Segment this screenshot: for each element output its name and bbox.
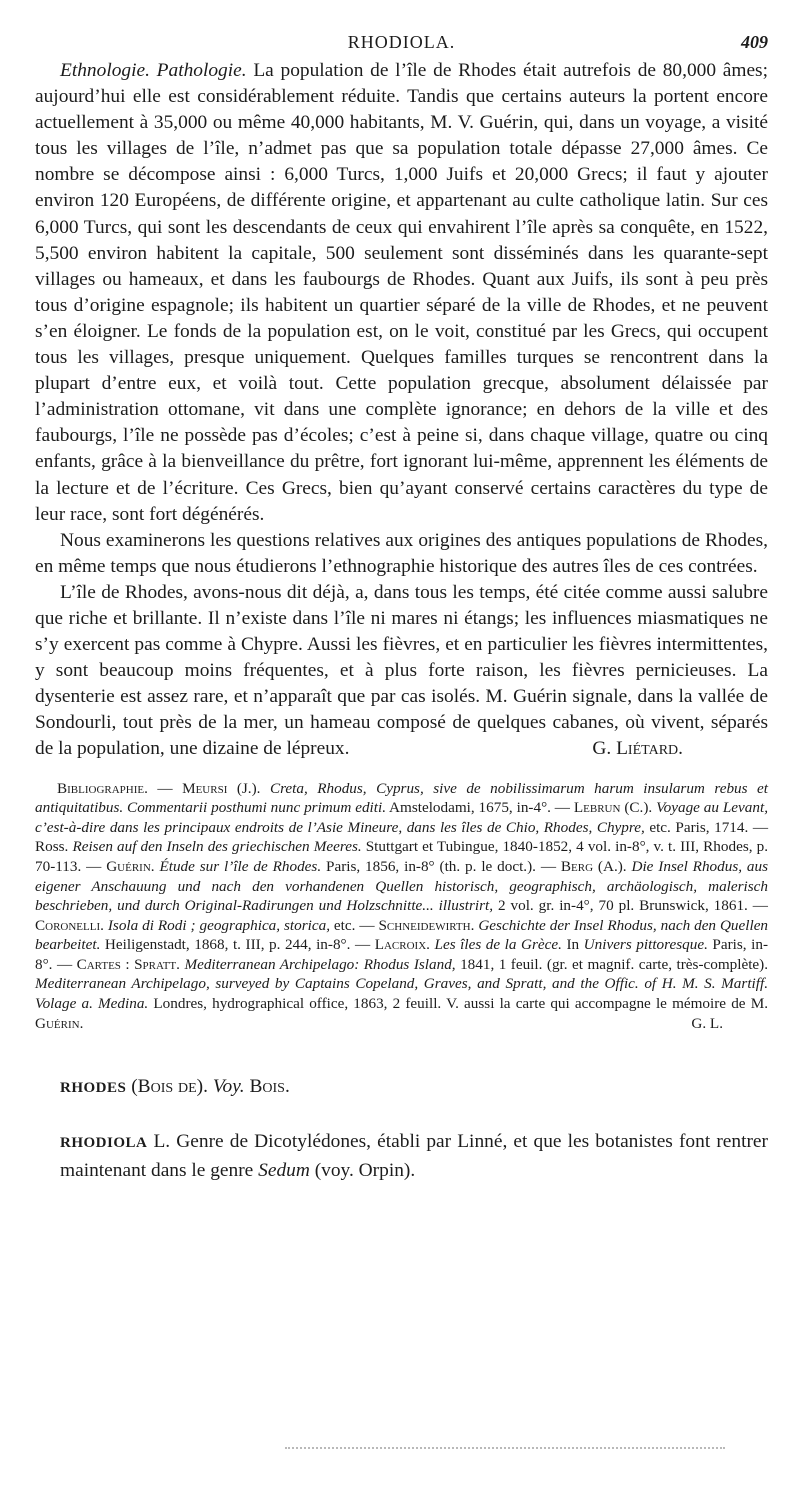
cross-reference-target: Bois. <box>244 1076 290 1098</box>
bib-text: (A.). <box>593 857 632 875</box>
bib-text: Londres, hydrographical office, 1863, 2 feuill. V. aussi la carte qui accompagne le mémoire de M. <box>148 995 768 1013</box>
cross-reference: (voy. Orpin). <box>309 1160 416 1182</box>
section-heading: Ethnologie. Pathologie. <box>60 60 247 81</box>
running-title: RHODIOLA. <box>347 32 456 52</box>
bib-title: Isola di Rodi ; geographica, storica, <box>107 916 330 934</box>
bibliography-signature: G. L. <box>691 1014 723 1032</box>
bib-author: Lebrun <box>573 799 621 817</box>
bib-author: Lacroix <box>374 936 427 954</box>
author-signature: G. Liétard. <box>592 738 683 760</box>
bib-author: Guérin <box>106 857 151 875</box>
bib-author: Cartes : Spratt <box>76 955 177 973</box>
bib-title: Geschichte der Insel Rhodus, nach den Quellen bearbeitet. <box>35 916 769 954</box>
ethnology-paragraph-3 <box>35 580 768 763</box>
bib-text: Paris, 1856, in-8° (th. p. le doct.). — <box>321 857 561 875</box>
entry-text: L. Genre de Dicotylédones, établi par Linné, et que les botanistes font rentrer maintenant dans le genre <box>60 1131 768 1182</box>
ethnology-paragraph-2: Nous examinerons les questions relatives aux origines des antiques populations de Rhodes, en même temps que nous étudierons l’ethnographie historique des autres îles de ces contrées. <box>35 529 768 577</box>
bib-text: Stuttgart et Tubingue, 1840-1852, 4 vol. in-8°, v. t. III, Rhodes, p. 70-113. — <box>35 838 769 875</box>
bib-title: Voyage au Levant, c’est-à-dire dans les principaux endroits de l’Asie Mineure, dans les îles de Chio, Rhodes, Chypre, <box>35 799 768 836</box>
bleed-through-line <box>285 1447 725 1451</box>
paragraph-text: La population de l’île de Rhodes était autrefois de 80,000 âmes; aujourd’hui elle est considérablement réduite. Tandis que certains auteurs la portent encore actuellement à 35,000 ou même 40,000 habitants, M. V. Guérin, qui, dans un voyage, a visité tous les villages de l’île, n’admet pas que sa population totale dépasse 27,000 âmes. Ce nombre se décompose ainsi : 6,000 Turcs, 1,000 Juifs et 20,000 Grecs; il faut y ajouter environ 120 Européens, de différente origine, et appartenant au culte catholique latin. Sur ces 6,000 Turcs, qui sont les descendants de ceux qui envahirent l’île après sa conquête, en 1522, 5,500 environ habitent la capitale, 500 seulement sont disséminés dans les quarante-sept villages ou hameaux, et dans les faubourgs de Rhodes. Quant aux Juifs, ils sont à peu près tous d’origine espagnole; ils habitent un quartier séparé de la ville de Rhodes, et ne peuvent s’en éloigner. Le fonds de la population est, on le voit, constitué par les Grecs, qui occupent tous les villages, presque uniquement. Quelques familles turques se rencontrent dans la plupart d’entre eux, et voilà tout. Cette population grecque, absolument délaissée par l’administration ottomane, vit dans une complète ignorance; en dehors de la ville et des faubourgs, l’île ne possède pas d’écoles; c’est à peine si, dans chaque village, quatre ou cinq enfants, grâce à la bienveillance du prêtre, fort ignorant lui-même, apprennent les éléments de la lecture et de l’écriture. Ces Grecs, bien qu’ayant conservé certains caractères du type de leur race, sont fort dégénérés. <box>35 60 768 525</box>
bib-text: etc. — <box>330 916 379 934</box>
bib-text: . <box>100 916 108 934</box>
bib-text: Paris, in-8°. — <box>35 936 769 973</box>
bib-text: 2 vol. gr. in-4°, 70 pl. Brunswick, 1861. — <box>493 897 768 915</box>
bib-title: Die Insel Rhodus, aus eigener Anschauung und nach den vorhandenen Quellen historisch, geographisch, archäologisch, malerisch beschrieben, und durch Original-Radirungen und Holzschnitte... illustrirt, <box>35 857 769 915</box>
bibliography-label: Bibliographie. <box>57 779 148 797</box>
bib-title: Mediterranean Archipelago: Rhodus Island, <box>184 955 456 973</box>
bib-text: . <box>470 916 479 934</box>
headword: RHODIOLA <box>60 1135 148 1152</box>
bibliography <box>35 779 768 1034</box>
bib-title: Creta, Rhodus, Cyprus, sive de nobilissimarum harum insularum rebus et antiquitatibus. Commentarii posthumi nunc primum editi. <box>35 779 768 817</box>
entry-rhodes <box>35 1073 768 1102</box>
bib-title: Reisen auf den Inseln des griechischen Meeres. <box>72 838 362 856</box>
bib-title: Mediterranean Archipelago, surveyed by Captains Copeland, Graves, and Spratt, and the Offic. of H. M. S. Martiff. Volage a. Medina. <box>35 975 768 1013</box>
bib-author: Coronelli <box>35 916 101 934</box>
page-number: 409 <box>741 32 768 52</box>
ethnology-section <box>35 58 768 763</box>
genus-name: Sedum <box>258 1160 310 1182</box>
bib-text: Amstelodami, 1675, in-4°. — <box>386 799 574 817</box>
headword: RHODES <box>60 1080 127 1097</box>
bib-title: Les îles de la Grèce. <box>434 936 562 954</box>
bib-text: . <box>176 955 185 973</box>
page <box>35 28 768 1184</box>
bib-author: Berg <box>560 857 594 875</box>
running-head <box>35 28 768 58</box>
bib-text: . <box>79 1014 84 1032</box>
cross-reference-label: Voy. <box>212 1076 245 1098</box>
entry-text: (Bois de). <box>126 1076 213 1098</box>
paragraph-text: L’île de Rhodes, avons-nous dit déjà, a, dans tous les temps, été citée comme aussi salubre que riche et brillante. Il n’existe dans l’île ni mares ni étangs; les influences miasmatiques ne s’y exercent pas comme à Chypre. Aussi les fièvres, et en particulier les fièvres intermittentes, y sont beaucoup moins fréquentes, et à plus forte raison, les fièvres pernicieuses. La dysenterie est assez rare, et n’apparaît que par cas isolés. M. Guérin signale, dans la vallée de Sondourli, tout près de la mer, un hameau composé de quelques cabanes, où vivent, séparés de la population, une dizaine de lépreux. <box>35 581 768 760</box>
ethnology-paragraph-1 <box>35 58 768 528</box>
bib-text: 1841, 1 feuil. (gr. et magnif. carte, très-complète). <box>455 955 769 973</box>
bib-text: . <box>426 936 435 954</box>
bib-title: Étude sur l’île de Rhodes. <box>159 857 322 875</box>
bib-text: etc. Paris, 1714. — Ross. <box>35 818 769 856</box>
bib-text: . <box>150 857 160 875</box>
entry-rhodiola <box>35 1128 768 1184</box>
bib-text: Heiligenstadt, 1868, t. III, p. 244, in-8°. — <box>100 936 375 954</box>
bib-author: Schneidewirth <box>378 916 471 934</box>
bib-text: (C.). <box>620 799 657 817</box>
bib-title: Univers pittoresque. <box>583 936 708 954</box>
bib-text: In <box>561 936 584 954</box>
bib-author: — Meursi (J.). <box>147 779 270 797</box>
bib-author: Guérin <box>35 1014 80 1032</box>
